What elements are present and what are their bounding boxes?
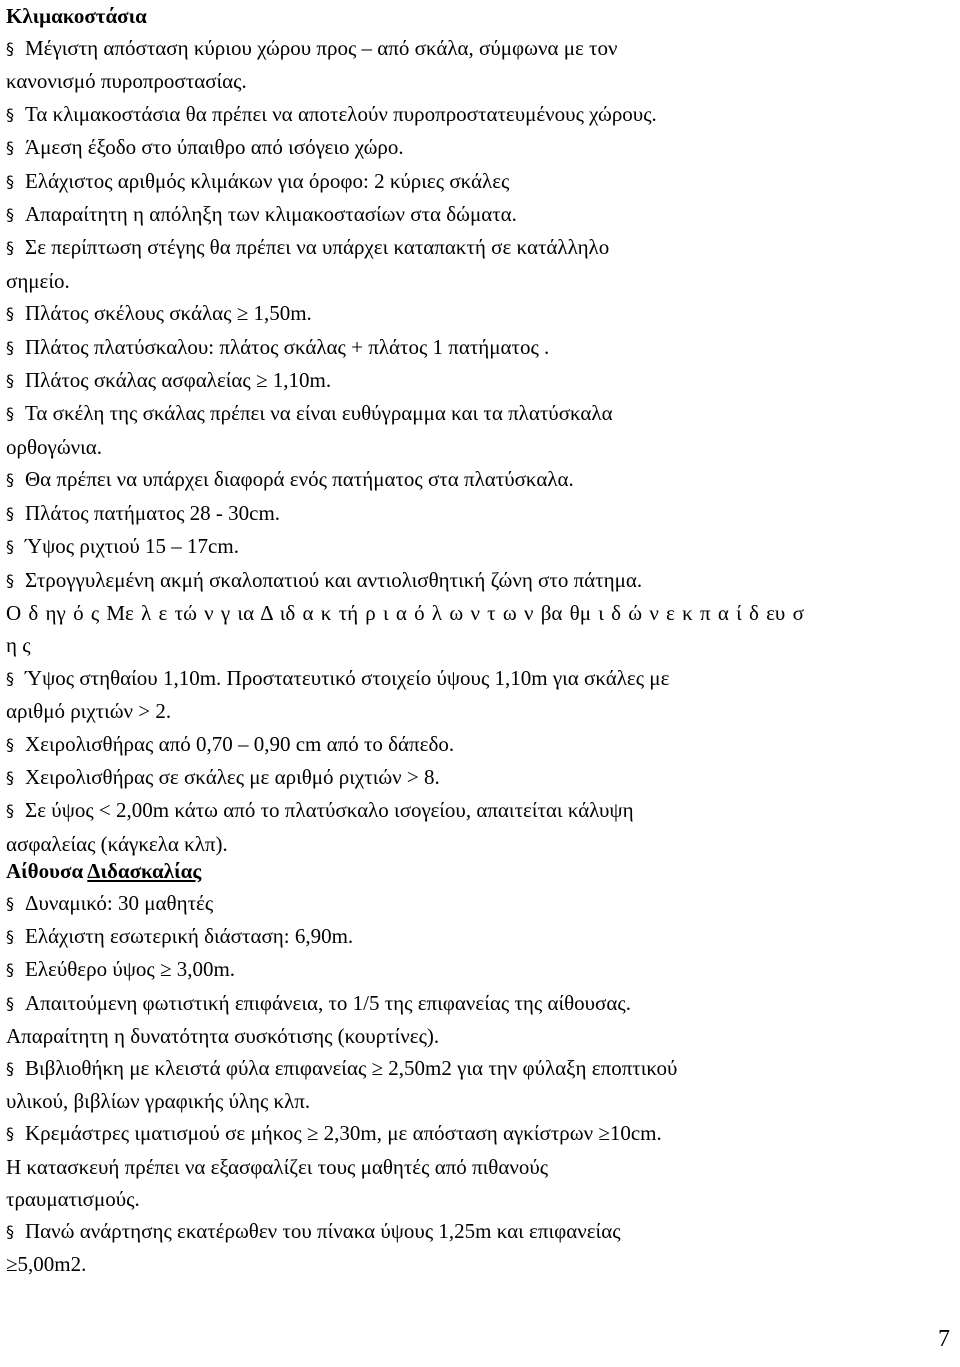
list-item xyxy=(6,728,946,761)
list-item-text: Σε ύψος < 2,00m κάτω από το πλατύσκαλο ισογείου, απαιτείται κάλυψη xyxy=(25,798,634,823)
list-item-text: Η κατασκευή πρέπει να εξασφαλίζει τους μαθητές από πιθανούς xyxy=(6,1154,549,1179)
list-item-text: Πλάτος πλατύσκαλου: πλάτος σκάλας + πλάτος 1 πατήματος . xyxy=(25,334,550,359)
list-item-text: Σε περίπτωση στέγης θα πρέπει να υπάρχει καταπακτή σε κατάλληλο xyxy=(25,235,610,260)
list-item xyxy=(6,364,946,397)
list-item xyxy=(6,920,946,953)
list-item-text: Στρογγυλεμένη ακμή σκαλοπατιού και αντιολισθητική ζώνη στο πάτημα. xyxy=(25,567,643,592)
list-item-text: Απαιτούμενη φωτιστική επιφάνεια, το 1/5 της επιφανείας της αίθουσας. xyxy=(25,990,631,1015)
list-item xyxy=(6,887,946,920)
list-item xyxy=(6,1117,946,1150)
list-item-text: Τα κλιμακοστάσια θα πρέπει να αποτελούν πυροπροστατευμένους χώρους. xyxy=(25,101,657,126)
list-item xyxy=(6,131,946,164)
section-title: Κλιμακοστάσια xyxy=(6,4,147,28)
text-line xyxy=(6,597,946,629)
list-item-text: αριθμό ριχτιών > 2. xyxy=(6,699,172,724)
bullet-list xyxy=(6,887,946,1280)
square-bullet-icon: § xyxy=(6,927,14,947)
list-item-text: Ύψος στηθαίου 1,10m. Προστατευτικό στοιχείο ύψους 1,10m για σκάλες με xyxy=(25,665,670,690)
list-item xyxy=(6,1052,946,1085)
list-item-text: Απαραίτητη η δυνατότητα συσκότισης (κουρτίνες). xyxy=(6,1023,440,1048)
square-bullet-icon: § xyxy=(6,404,14,424)
list-item-text: Άμεση έξοδο στο ύπαιθρο από ισόγειο χώρο. xyxy=(25,135,404,160)
list-item xyxy=(6,530,946,563)
square-bullet-icon: § xyxy=(6,39,14,58)
list-item-text: η ς xyxy=(6,633,31,658)
list-item-text: Πλάτος πατήματος 28 - 30cm. xyxy=(25,500,281,525)
list-item xyxy=(6,794,946,827)
list-item-text: Τα σκέλη της σκάλας πρέπει να είναι ευθύγραμμα και τα πλατύσκαλα xyxy=(25,401,613,426)
list-item-text: Πλάτος σκάλας ασφαλείας ≥ 1,10m. xyxy=(25,368,332,393)
square-bullet-icon: § xyxy=(6,993,14,1013)
list-item-text: Πλάτος σκέλους σκάλας ≥ 1,50m. xyxy=(25,301,312,326)
list-item-text: ορθογώνια. xyxy=(6,434,103,459)
list-item xyxy=(6,761,946,794)
text-line xyxy=(6,1248,946,1280)
list-item-text: υλικού, βιβλίων γραφικής ύλης κλπ. xyxy=(6,1089,311,1114)
bullet-list xyxy=(6,32,946,860)
list-item-text: Κρεμάστρες ιματισμού σε μήκος ≥ 2,30m, με απόσταση αγκίστρων ≥10cm. xyxy=(25,1121,662,1146)
list-item xyxy=(6,231,946,264)
list-item-text: τραυματισμούς. xyxy=(6,1186,140,1211)
list-item-text: Πανώ ανάρτησης εκατέρωθεν του πίνακα ύψους 1,25m και επιφανείας xyxy=(25,1219,621,1244)
list-item-text: ≥5,00m2. xyxy=(6,1252,87,1277)
list-item xyxy=(6,497,946,530)
list-item xyxy=(6,564,946,597)
list-item-text: ασφαλείας (κάγκελα κλπ). xyxy=(6,831,228,856)
list-item-text: Ο δ ηγ ό ς Με λ ε τώ ν γ ια Δ ιδ α κ τή ρ ι α ό λ ω ν τ ω ν βα θμ ι δ ώ ν ε κ π α ί δ ευ σ xyxy=(6,600,804,625)
square-bullet-icon: § xyxy=(6,1059,14,1079)
list-item-text: Βιβλιοθήκη με κλειστά φύλα επιφανείας ≥ 2,50m2 για την φύλαξη εποπτικού xyxy=(25,1056,678,1081)
list-item xyxy=(6,463,946,496)
list-item xyxy=(6,297,946,330)
text-line xyxy=(6,265,946,297)
square-bullet-icon: § xyxy=(6,537,14,557)
list-item-text: σημείο. xyxy=(6,268,70,293)
square-bullet-icon: § xyxy=(6,304,14,324)
square-bullet-icon: § xyxy=(6,104,14,124)
square-bullet-icon: § xyxy=(6,470,14,490)
square-bullet-icon: § xyxy=(6,801,14,821)
list-item-text: Ύψος ριχτιού 15 – 17cm. xyxy=(25,534,239,559)
list-item-text: Μέγιστη απόσταση κύριου χώρου προς – από σκάλα, σύμφωνα με τον xyxy=(25,36,618,60)
list-item xyxy=(6,98,946,131)
list-item-text: Απαραίτητη η απόληξη των κλιμακοστασίων στα δώματα. xyxy=(25,202,517,227)
square-bullet-icon: § xyxy=(6,171,14,191)
list-item-text: Ελεύθερο ύψος ≥ 3,00m. xyxy=(25,957,236,982)
square-bullet-icon: § xyxy=(6,767,14,787)
list-item xyxy=(6,987,946,1020)
square-bullet-icon: § xyxy=(6,960,14,980)
square-bullet-icon: § xyxy=(6,337,14,357)
text-line xyxy=(6,431,946,463)
text-line xyxy=(6,1183,946,1215)
list-item xyxy=(6,165,946,198)
section-classroom xyxy=(6,855,946,1280)
list-item xyxy=(6,953,946,986)
list-item-text: Χειρολισθήρας σε σκάλες με αριθμό ριχτιών > 8. xyxy=(25,764,440,789)
square-bullet-icon: § xyxy=(6,1222,14,1242)
square-bullet-icon: § xyxy=(6,138,14,158)
text-line xyxy=(6,65,946,97)
square-bullet-icon: § xyxy=(6,238,14,258)
list-item xyxy=(6,32,946,65)
list-item-text: Χειρολισθήρας από 0,70 – 0,90 cm από το δάπεδο. xyxy=(25,731,455,756)
list-item xyxy=(6,397,946,430)
list-item xyxy=(6,1215,946,1248)
square-bullet-icon: § xyxy=(6,1124,14,1144)
list-item xyxy=(6,331,946,364)
square-bullet-icon: § xyxy=(6,668,14,688)
text-line xyxy=(6,695,946,727)
list-item-text: Ελάχιστος αριθμός κλιμάκων για όροφο: 2 κύριες σκάλες xyxy=(25,168,510,193)
list-item-text: Ελάχιστη εσωτερική διάσταση: 6,90m. xyxy=(25,924,354,949)
text-line xyxy=(6,1085,946,1117)
list-item xyxy=(6,662,946,695)
list-item-text: Δυναμικό: 30 μαθητές xyxy=(25,891,214,915)
text-line xyxy=(6,1020,946,1052)
text-line xyxy=(6,1151,946,1183)
section-stairwells xyxy=(6,0,946,860)
list-item-text: κανονισμό πυροπροστασίας. xyxy=(6,69,247,94)
section-title-part1: Αίθουσα xyxy=(6,859,88,883)
list-item-text: Θα πρέπει να υπάρχει διαφορά ενός πατήματος στα πλατύσκαλα. xyxy=(25,467,574,492)
square-bullet-icon: § xyxy=(6,570,14,590)
text-line xyxy=(6,629,946,661)
section-title xyxy=(6,855,946,887)
square-bullet-icon: § xyxy=(6,734,14,754)
section-title-part2: Διδασκαλίας xyxy=(87,859,202,883)
square-bullet-icon: § xyxy=(6,371,14,391)
page-number: 7 xyxy=(938,1326,950,1352)
square-bullet-icon: § xyxy=(6,503,14,523)
list-item xyxy=(6,198,946,231)
square-bullet-icon: § xyxy=(6,894,14,913)
square-bullet-icon: § xyxy=(6,205,14,225)
